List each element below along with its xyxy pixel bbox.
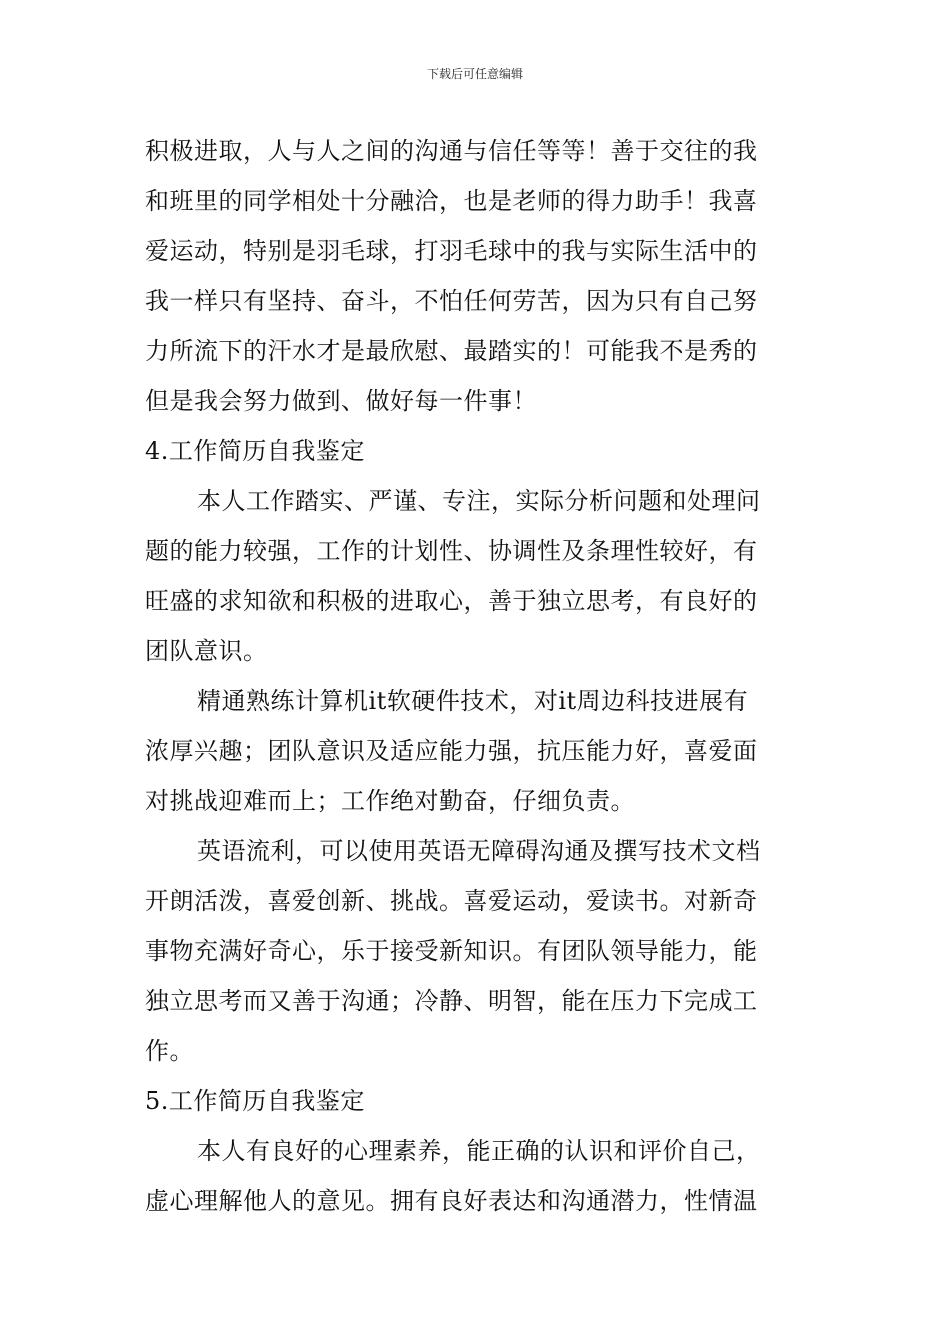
text-line: 我一样只有坚持、奋斗，不怕任何劳苦，因为只有自己努 bbox=[145, 287, 758, 315]
text-line: 独立思考而又善于沟通；冷静、明智，能在压力下完成工 bbox=[145, 987, 758, 1015]
text-line: 和班里的同学相处十分融洽，也是老师的得力助手！我喜 bbox=[145, 187, 758, 215]
text-line: 积极进取，人与人之间的沟通与信任等等！善于交往的我 bbox=[145, 137, 758, 165]
document-body bbox=[145, 126, 810, 1226]
text-line: 作。 bbox=[145, 1037, 194, 1065]
text-line: 旺盛的求知欲和积极的进取心，善于独立思考，有良好的 bbox=[145, 587, 758, 615]
page-header: 下载后可任意编辑 bbox=[426, 67, 523, 81]
text-line: 爱运动，特别是羽毛球，打羽毛球中的我与实际生活中的 bbox=[145, 237, 758, 265]
text-line: 本人有良好的心理素养，能正确的认识和评价自己， bbox=[197, 1137, 761, 1165]
text-line: 题的能力较强，工作的计划性、协调性及条理性较好，有 bbox=[145, 537, 758, 565]
text-line: 精通熟练计算机it软硬件技术，对it周边科技进展有 bbox=[197, 687, 749, 715]
text-line: 但是我会努力做到、做好每一件事！ bbox=[145, 387, 537, 415]
section-heading: 5.工作简历自我鉴定 bbox=[145, 1087, 365, 1115]
text-line: 英语流利，可以使用英语无障碍沟通及撰写技术文档 bbox=[197, 837, 761, 865]
text-line: 团队意识。 bbox=[145, 637, 268, 665]
section-heading: 4.工作简历自我鉴定 bbox=[145, 437, 365, 465]
text-line: 本人工作踏实、严谨、专注，实际分析问题和处理问 bbox=[197, 487, 761, 515]
text-line: 事物充满好奇心，乐于接受新知识。有团队领导能力，能 bbox=[145, 937, 758, 965]
text-line: 力所流下的汗水才是最欣慰、最踏实的！可能我不是秀的 bbox=[145, 337, 758, 365]
text-line: 开朗活泼，喜爱创新、挑战。喜爱运动，爱读书。对新奇 bbox=[145, 887, 758, 915]
text-line: 浓厚兴趣；团队意识及适应能力强，抗压能力好，喜爱面 bbox=[145, 737, 758, 765]
text-line: 对挑战迎难而上；工作绝对勤奋，仔细负责。 bbox=[145, 787, 635, 815]
text-line: 虚心理解他人的意见。拥有良好表达和沟通潜力，性情温 bbox=[145, 1187, 758, 1215]
